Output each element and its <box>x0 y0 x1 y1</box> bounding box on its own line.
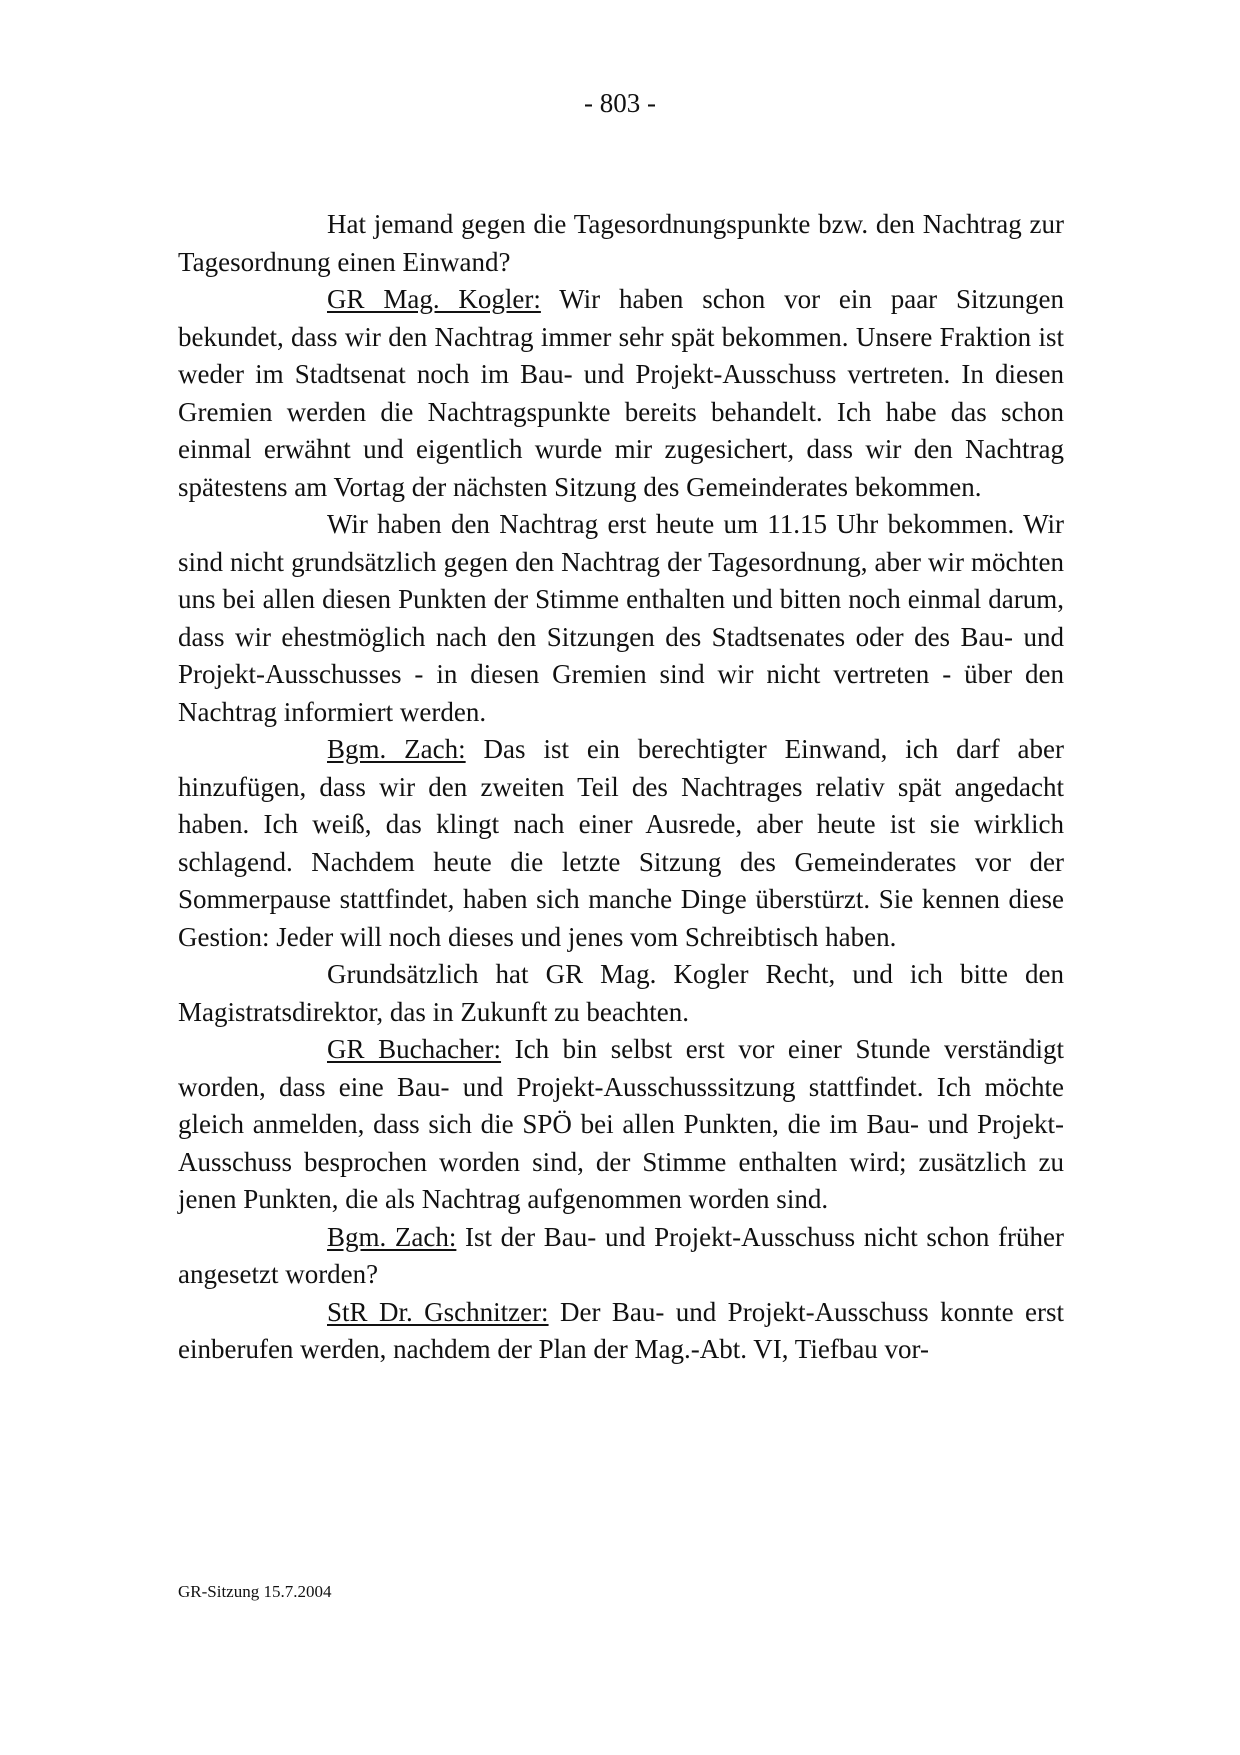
paragraph-text: Der Bau- und Projekt-Ausschuss konnte erst einberufen werden, nachdem der Plan der Mag.-Abt. VI, Tiefbau vor- <box>178 1296 1064 1364</box>
paragraph <box>178 956 1064 1031</box>
paragraph-text: Wir haben schon vor ein paar Sitzungen bekundet, dass wir den Nachtrag immer sehr spät bekommen. Unsere Fraktion ist weder im Stadtsenat noch im Bau- und Projekt-Ausschuss vertreten. In diesen Gremien werden die Nachtragspunkte bereits behandelt. Ich habe das schon einmal erwähnt und eigentlich wurde mir zugesichert, dass wir den Nachtrag spätestens am Vortag der nächsten Sitzung des Gemeinderates bekommen. <box>178 284 1064 502</box>
paragraph-text: Grundsätzlich hat GR Mag. Kogler Recht, und ich bitte den Magistratsdirektor, das in Zukunft zu beachten. <box>178 959 1064 1027</box>
paragraph-text: Das ist ein berechtigter Einwand, ich darf aber hinzufügen, dass wir den zweiten Teil des Nachtrages relativ spät angedacht haben. Ich weiß, das klingt nach einer Ausrede, aber heute ist sie wirklich schlagend. Nachdem heute die letzte Sitzung des Gemeinderates vor der Sommerpause stattfindet, haben sich manche Dinge überstürzt. Sie kennen diese Gestion: Jeder will noch dieses und jenes vom Schreibtisch haben. <box>178 734 1064 952</box>
footer-session-date: GR-Sitzung 15.7.2004 <box>178 1582 332 1601</box>
paragraph <box>178 731 1064 956</box>
speaker-name: Bgm. Zach: <box>327 1221 457 1252</box>
speaker-name: Bgm. Zach: <box>327 734 466 764</box>
paragraph-text: Ich bin selbst erst vor einer Stunde verständigt worden, dass eine Bau- und Projekt-Ausschusssitzung stattfindet. Ich möchte gleich anmelden, dass sich die SPÖ bei allen Punkten, die im Bau- und Projekt-Ausschuss besprochen worden sind, der Stimme enthalten wird; zusätzlich zu jenen Punkten, die als Nachtrag aufgenommen worden sind. <box>178 1034 1065 1214</box>
document-body <box>178 206 1064 1369</box>
paragraph <box>178 206 1064 281</box>
speaker-name: StR Dr. Gschnitzer: <box>327 1296 549 1327</box>
paragraph-text: Hat jemand gegen die Tagesordnungspunkte bzw. den Nachtrag zur Tagesordnung einen Einwand? <box>178 209 1064 277</box>
page-number: - 803 - <box>584 88 656 118</box>
paragraph-text: Wir haben den Nachtrag erst heute um 11.15 Uhr bekommen. Wir sind nicht grundsätzlich gegen den Nachtrag der Tagesordnung, aber wir möchten uns bei allen diesen Punkten der Stimme enthalten und bitten noch einmal darum, dass wir ehestmöglich nach den Sitzungen des Stadtsenates oder des Bau- und Projekt-Ausschusses - in diesen Gremien sind wir nicht vertreten - über den Nachtrag informiert werden. <box>178 509 1064 727</box>
speaker-name: GR Mag. Kogler: <box>327 284 541 314</box>
paragraph <box>178 1031 1064 1219</box>
speaker-name: GR Buchacher: <box>327 1034 502 1064</box>
paragraph-text: Ist der Bau- und Projekt-Ausschuss nicht schon früher angesetzt worden? <box>178 1221 1064 1289</box>
paragraph <box>178 1294 1064 1369</box>
paragraph <box>178 1219 1064 1294</box>
paragraph <box>178 281 1064 506</box>
paragraph <box>178 506 1064 731</box>
